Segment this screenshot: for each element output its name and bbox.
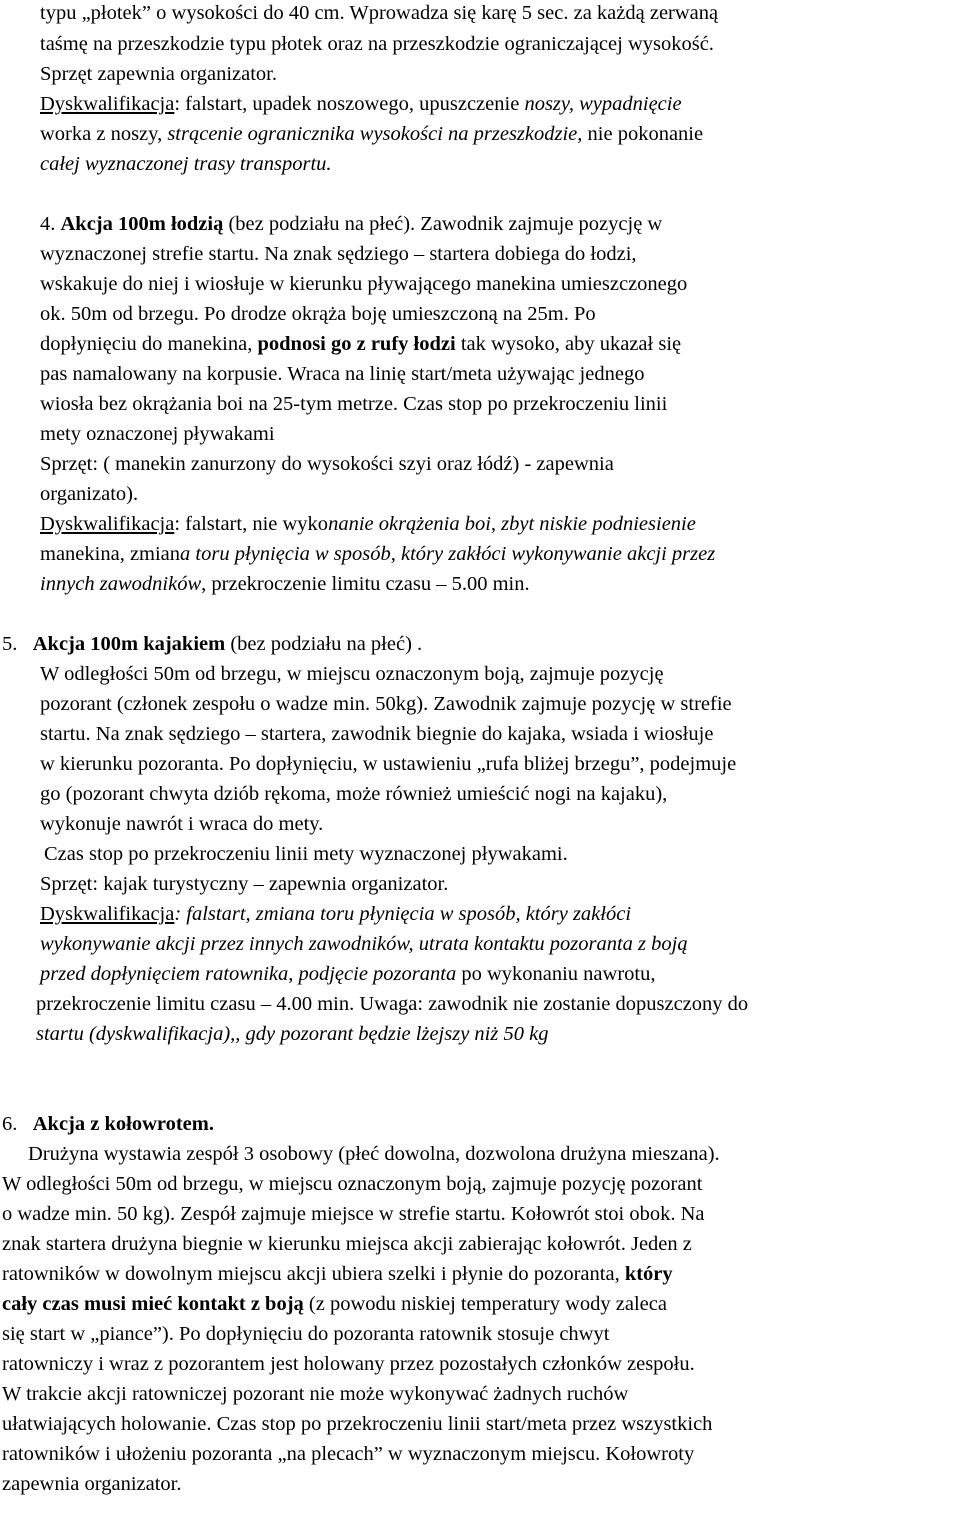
- line-segment: tak wysoko, aby ukazał się: [455, 333, 682, 355]
- section-title: Akcja 100m kajakiem: [32, 633, 226, 655]
- section-heading-4: [40, 211, 662, 237]
- text-line: Sprzęt zapewnia organizator.: [40, 63, 277, 85]
- text-line: [40, 901, 631, 927]
- text-line: [40, 91, 682, 117]
- line-segment: , przekroczenie limitu czasu – 5.00 min.: [201, 573, 530, 595]
- text-line: organizato).: [40, 483, 139, 505]
- text-line: W odległości 50m od brzegu, w miejscu oznaczonym boją, zajmuje pozycję: [40, 663, 664, 685]
- text-line: Sprzęt: ( manekin zanurzony do wysokości szyi oraz łódź) - zapewnia: [40, 453, 614, 475]
- text-line: taśmę na przeszkodzie typu płotek oraz na przeszkodzie ograniczającej wysokość.: [40, 33, 714, 55]
- text-line: [40, 331, 681, 357]
- text-line: Sprzęt: kajak turystyczny – zapewnia organizator.: [40, 873, 449, 895]
- section-number: 6.: [2, 1113, 18, 1135]
- line-segment: (bez podziału na płeć) .: [225, 633, 423, 655]
- disqualification-label: Dyskwalifikacja: [40, 93, 175, 115]
- text-line: [40, 511, 696, 537]
- text-line: zapewnia organizator.: [2, 1473, 182, 1495]
- line-segment: innych zawodników: [40, 573, 202, 595]
- text-line: ok. 50m od brzegu. Po drodze okrąża boję umieszczoną na 25m. Po: [40, 303, 596, 325]
- line-segment: a toru płynięcia w sposób, który zakłóci wykonywanie akcji przez: [180, 543, 716, 565]
- disqualification-label: Dyskwalifikacja: [40, 903, 175, 925]
- line-segment: po wykonaniu nawrotu,: [461, 963, 656, 985]
- line-segment: ratowników w dowolnym miejscu akcji ubiera szelki i płynie do pozoranta,: [2, 1263, 625, 1285]
- text-line: [2, 1261, 673, 1287]
- text-line: ratowniczy i wraz z pozorantem jest holowany przez pozostałych członków zespołu.: [2, 1353, 695, 1375]
- disqualification-label: Dyskwalifikacja: [40, 513, 175, 535]
- text-line: pas namalowany na korpusie. Wraca na linię start/meta używając jednego: [40, 363, 645, 385]
- text-line: W trakcie akcji ratowniczej pozorant nie może wykonywać żadnych ruchów: [2, 1383, 629, 1405]
- text-line: wykonuje nawrót i wraca do mety.: [40, 813, 324, 835]
- text-line: [40, 571, 530, 597]
- text-line: [40, 121, 703, 147]
- line-segment: (z powodu niskiej temperatury wody zaleca: [303, 1293, 667, 1315]
- line-segment: nie pokonanie: [582, 123, 704, 145]
- text-line: startu. Na znak sędziego – startera, zawodnik biegnie do kajaka, wsiada i wiosłuje: [40, 723, 714, 745]
- text-line: typu „płotek” o wysokości do 40 cm. Wprowadza się karę 5 sec. za każdą zerwaną: [40, 2, 719, 24]
- section-heading-6: [2, 1111, 214, 1137]
- section-number: 5.: [2, 633, 18, 655]
- line-segment: manekina, zmian: [40, 543, 181, 565]
- line-segment: przed dopłynięciem ratownika, podjęcie pozoranta: [40, 963, 462, 985]
- text-line: znak startera drużyna biegnie w kierunku miejsca akcji zabierając kołowrót. Jeden z: [2, 1233, 692, 1255]
- line-segment: który: [624, 1263, 673, 1285]
- line-segment: : falstart, zmiana toru płynięcia w sposób, który zakłóci: [174, 903, 632, 925]
- text-line: Drużyna wystawia zespół 3 osobowy (płeć dowolna, dozwolona drużyna mieszana).: [28, 1143, 720, 1165]
- line-segment: strącenie ogranicznika wysokości na przeszkodzie,: [167, 123, 583, 145]
- text-line: wiosła bez okrążania boi na 25-tym metrze. Czas stop po przekroczeniu linii: [40, 393, 668, 415]
- text-line: wykonywanie akcji przez innych zawodników, utrata kontaktu pozoranta z boją: [40, 933, 688, 955]
- text-line: przekroczenie limitu czasu – 4.00 min. Uwaga: zawodnik nie zostanie dopuszczony do: [36, 993, 749, 1015]
- text-line: startu (dyskwalifikacja),, gdy pozorant będzie lżejszy niż 50 kg: [36, 1023, 549, 1045]
- text-line: się start w „piance”). Po dopłynięciu do pozoranta ratownik stosuje chwyt: [2, 1323, 610, 1345]
- text-line: w kierunku pozoranta. Po dopłynięciu, w ustawieniu „rufa bliżej brzegu”, podejmuje: [40, 753, 737, 775]
- text-line: go (pozorant chwyta dziób rękoma, może również umieścić nogi na kajaku),: [40, 783, 668, 805]
- text-line: W odległości 50m od brzegu, w miejscu oznaczonym boją, zajmuje pozycję pozorant: [2, 1173, 703, 1195]
- section-number: 4.: [40, 213, 56, 235]
- section-title: Akcja 100m łodzią: [60, 213, 224, 235]
- line-segment: cały czas musi mieć kontakt z boją: [2, 1293, 304, 1315]
- line-segment: noszy, wypadnięcie: [524, 93, 682, 115]
- text-line: ratowników i ułożeniu pozoranta „na plecach” w wyznaczonym miejscu. Kołowroty: [2, 1443, 695, 1465]
- text-line: całej wyznaczonej trasy transportu.: [40, 153, 332, 175]
- text-line: Czas stop po przekroczeniu linii mety wyznaczonej pływakami.: [44, 843, 568, 865]
- text-line: o wadze min. 50 kg). Zespół zajmuje miejsce w strefie startu. Kołowrót stoi obok. Na: [2, 1203, 705, 1225]
- section-title: Akcja z kołowrotem.: [32, 1113, 214, 1135]
- text-line: pozorant (członek zespołu o wadze min. 50kg). Zawodnik zajmuje pozycję w strefie: [40, 693, 732, 715]
- text-line: mety oznaczonej pływakami: [40, 423, 275, 445]
- line-segment: nanie okrążenia boi, zbyt niskie podniesienie: [328, 513, 696, 535]
- line-segment: : falstart, upadek noszowego, upuszczenie: [174, 93, 525, 115]
- section-heading-5: [2, 631, 422, 657]
- text-line: wyznaczonej strefie startu. Na znak sędziego – startera dobiega do łodzi,: [40, 243, 637, 265]
- line-segment: : falstart, nie wyko: [174, 513, 329, 535]
- text-line: ułatwiających holowanie. Czas stop po przekroczeniu linii start/meta przez wszystkich: [2, 1413, 713, 1435]
- line-segment: (bez podziału na płeć). Zawodnik zajmuje pozycję w: [223, 213, 663, 235]
- line-segment: worka z noszy,: [40, 123, 168, 145]
- text-line: [2, 1291, 667, 1317]
- line-segment: podnosi go z rufy łodzi: [257, 333, 456, 355]
- line-segment: dopłynięciu do manekina,: [40, 333, 258, 355]
- text-line: wskakuje do niej i wiosłuje w kierunku pływającego manekina umieszczonego: [40, 273, 688, 295]
- text-line: [40, 541, 715, 567]
- text-line: [40, 961, 655, 987]
